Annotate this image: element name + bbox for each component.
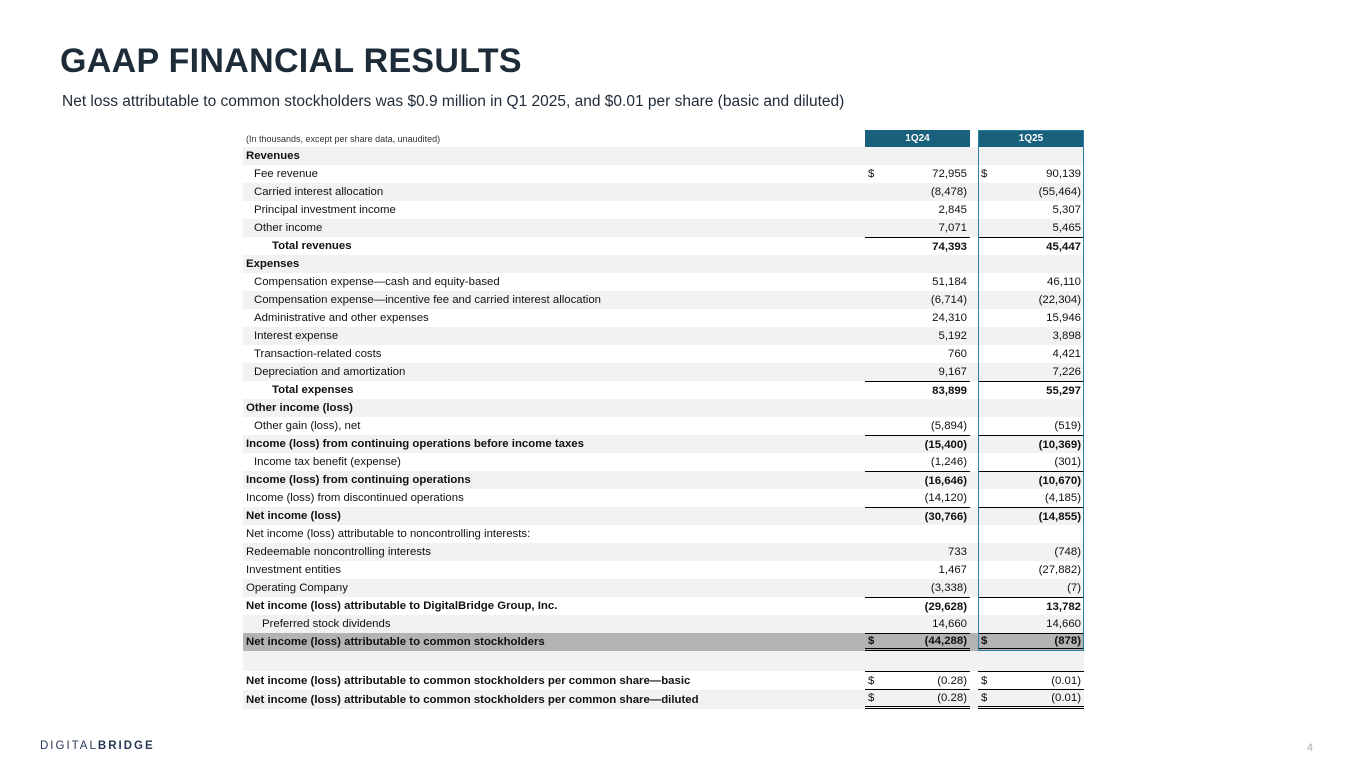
value-1q24 xyxy=(865,633,970,651)
value-number: 3,898 xyxy=(1052,330,1081,342)
column-header-1q24: 1Q24 xyxy=(865,130,970,147)
value-1q25 xyxy=(978,561,1084,579)
value-1q25 xyxy=(978,147,1084,165)
value-number: 7,226 xyxy=(1052,366,1081,378)
value-1q24 xyxy=(865,291,970,309)
row-label: Fee revenue xyxy=(254,168,318,180)
value-number: (16,646) xyxy=(924,474,967,487)
row-label: Transaction-related costs xyxy=(254,348,382,360)
column-gap xyxy=(970,291,978,309)
logo-bridge-text: BRIDGE xyxy=(97,740,155,752)
table-body xyxy=(243,147,1084,709)
value-1q24 xyxy=(865,309,970,327)
row-label: Depreciation and amortization xyxy=(254,366,406,378)
value-number: 83,899 xyxy=(932,384,967,397)
table-row xyxy=(243,291,1084,309)
value-1q25 xyxy=(978,615,1084,633)
table-row xyxy=(243,489,1084,507)
value-1q25 xyxy=(978,183,1084,201)
table-row xyxy=(243,435,1084,453)
value-1q24 xyxy=(865,273,970,291)
column-gap xyxy=(970,615,978,633)
table-note: (In thousands, except per share data, unaudited) xyxy=(246,133,441,144)
value-number: (22,304) xyxy=(1038,294,1081,306)
table-row xyxy=(243,507,1084,525)
column-gap xyxy=(970,165,978,183)
value-1q25 xyxy=(978,417,1084,435)
value-number: (55,464) xyxy=(1038,186,1081,198)
value-1q24 xyxy=(865,489,970,507)
row-label: Net income (loss) attributable to common stockholders per common share—diluted xyxy=(246,693,699,706)
column-gap xyxy=(970,130,978,147)
column-gap xyxy=(970,690,978,709)
row-label: Other gain (loss), net xyxy=(254,420,361,432)
row-label: Total revenues xyxy=(272,240,352,252)
column-header-1q25: 1Q25 xyxy=(978,130,1084,147)
value-number: 55,297 xyxy=(1046,384,1081,397)
value-1q24 xyxy=(865,417,970,435)
value-1q24 xyxy=(865,399,970,417)
value-number: 14,660 xyxy=(932,618,967,630)
dollar-sign: $ xyxy=(868,168,875,180)
value-1q24 xyxy=(865,615,970,633)
value-1q24 xyxy=(865,183,970,201)
value-number: 72,955 xyxy=(932,168,967,180)
value-number: (15,400) xyxy=(924,438,967,451)
table-row xyxy=(243,453,1084,471)
row-label: Compensation expense—cash and equity-based xyxy=(254,276,500,288)
column-gap xyxy=(970,453,978,471)
value-number: 45,447 xyxy=(1046,240,1081,253)
table-row xyxy=(243,309,1084,327)
value-1q24 xyxy=(865,435,970,453)
value-1q25 xyxy=(978,201,1084,219)
value-number: (10,369) xyxy=(1038,438,1081,451)
value-1q24 xyxy=(865,363,970,381)
value-number: (748) xyxy=(1054,546,1081,558)
value-number: (30,766) xyxy=(924,510,967,523)
row-label: Compensation expense—incentive fee and carried interest allocation xyxy=(254,294,601,306)
value-1q25 xyxy=(978,525,1084,543)
value-1q24 xyxy=(865,597,970,615)
row-label: Net income (loss) attributable to noncontrolling interests: xyxy=(246,528,531,540)
value-1q25 xyxy=(978,597,1084,615)
value-number: (0.01) xyxy=(1051,692,1081,704)
value-number: 7,071 xyxy=(938,222,967,234)
table-row xyxy=(243,219,1084,237)
value-number: (1,246) xyxy=(930,456,967,468)
logo-digital-text: DIGITAL xyxy=(40,740,98,752)
value-number: (878) xyxy=(1054,635,1081,647)
table-row xyxy=(243,633,1084,651)
value-number: (6,714) xyxy=(930,294,967,306)
column-gap xyxy=(970,671,978,690)
table-row xyxy=(243,561,1084,579)
column-gap xyxy=(970,633,978,651)
value-number: 733 xyxy=(947,546,967,558)
row-label: Interest expense xyxy=(254,330,339,342)
value-number: (0.28) xyxy=(937,692,967,704)
value-1q25 xyxy=(978,345,1084,363)
value-1q25 xyxy=(978,309,1084,327)
table-row xyxy=(243,417,1084,435)
value-1q25 xyxy=(978,579,1084,597)
value-1q24 xyxy=(865,381,970,399)
value-number: (10,670) xyxy=(1038,474,1081,487)
value-number: 4,421 xyxy=(1052,348,1081,360)
column-gap xyxy=(970,381,978,399)
dollar-sign: $ xyxy=(868,692,875,704)
value-number: (301) xyxy=(1054,456,1081,468)
table-row xyxy=(243,237,1084,255)
table-row xyxy=(243,201,1084,219)
row-label: Administrative and other expenses xyxy=(254,312,429,324)
value-number: 24,310 xyxy=(932,312,967,324)
value-1q24 xyxy=(865,471,970,489)
value-1q24 xyxy=(865,690,970,709)
value-number: 760 xyxy=(947,348,967,360)
dollar-sign: $ xyxy=(981,692,988,704)
table-row xyxy=(243,327,1084,345)
column-gap xyxy=(970,399,978,417)
dollar-sign: $ xyxy=(981,168,988,180)
value-number: 1,467 xyxy=(938,564,967,576)
value-1q24 xyxy=(865,579,970,597)
value-1q25 xyxy=(978,381,1084,399)
table-header-row xyxy=(243,130,1084,147)
value-number: (519) xyxy=(1054,420,1081,432)
value-1q25 xyxy=(978,633,1084,651)
subtitle: Net loss attributable to common stockholders was $0.9 million in Q1 2025, and $0.01 per share (basic and diluted) xyxy=(62,93,845,110)
table-row xyxy=(243,525,1084,543)
row-label: Net income (loss) attributable to common stockholders xyxy=(246,636,545,648)
column-gap xyxy=(970,309,978,327)
table-row xyxy=(243,147,1084,165)
column-gap xyxy=(970,201,978,219)
row-label: Principal investment income xyxy=(254,204,396,216)
value-number: (14,855) xyxy=(1038,510,1081,523)
column-gap xyxy=(970,471,978,489)
value-1q24 xyxy=(865,543,970,561)
value-1q25 xyxy=(978,489,1084,507)
column-gap xyxy=(970,345,978,363)
column-gap xyxy=(970,435,978,453)
dollar-sign: $ xyxy=(981,635,988,647)
value-number: 46,110 xyxy=(1047,276,1081,288)
table-row xyxy=(243,345,1084,363)
value-1q25 xyxy=(978,507,1084,525)
value-1q25 xyxy=(978,435,1084,453)
column-gap xyxy=(970,525,978,543)
value-1q24 xyxy=(865,327,970,345)
value-number: (5,894) xyxy=(930,420,967,432)
value-number: (27,882) xyxy=(1038,564,1081,576)
value-number: 14,660 xyxy=(1046,618,1081,630)
value-1q24 xyxy=(865,525,970,543)
value-1q25 xyxy=(978,237,1084,255)
value-number: 74,393 xyxy=(932,240,967,253)
value-1q25 xyxy=(978,165,1084,183)
row-label: Expenses xyxy=(246,258,300,270)
row-label: Revenues xyxy=(246,150,300,162)
column-gap xyxy=(970,561,978,579)
row-label: Other income xyxy=(254,222,323,234)
value-number: (29,628) xyxy=(924,600,967,613)
value-number: (0.01) xyxy=(1051,674,1081,687)
value-number: 13,782 xyxy=(1046,600,1081,613)
value-number: 2,845 xyxy=(938,204,967,216)
column-gap xyxy=(970,597,978,615)
value-1q24 xyxy=(865,219,970,237)
table-row xyxy=(243,255,1084,273)
value-1q25 xyxy=(978,363,1084,381)
value-1q25 xyxy=(978,690,1084,709)
value-number: 5,465 xyxy=(1052,222,1081,234)
column-gap xyxy=(970,417,978,435)
value-number: 90,139 xyxy=(1046,168,1081,180)
column-gap xyxy=(970,543,978,561)
column-gap xyxy=(970,579,978,597)
table-row xyxy=(243,579,1084,597)
digitalbridge-logo xyxy=(40,740,155,752)
table-row xyxy=(243,165,1084,183)
row-label: Income (loss) from discontinued operations xyxy=(246,492,464,504)
table-row xyxy=(243,381,1084,399)
column-gap xyxy=(970,273,978,291)
value-1q24 xyxy=(865,201,970,219)
value-1q24 xyxy=(865,507,970,525)
table-row xyxy=(243,543,1084,561)
value-1q25 xyxy=(978,399,1084,417)
dollar-sign: $ xyxy=(868,674,875,687)
value-number: (0.28) xyxy=(937,674,967,687)
column-gap xyxy=(970,183,978,201)
value-1q25 xyxy=(978,543,1084,561)
value-number: (8,478) xyxy=(930,186,967,198)
value-number: (44,288) xyxy=(924,635,967,647)
column-gap xyxy=(970,507,978,525)
page-title: GAAP FINANCIAL RESULTS xyxy=(60,42,522,80)
value-1q24 xyxy=(865,255,970,273)
row-label: Net income (loss) attributable to DigitalBridge Group, Inc. xyxy=(246,600,558,612)
financial-results-table xyxy=(243,130,1084,709)
value-1q24 xyxy=(865,453,970,471)
table-row xyxy=(243,690,1084,709)
value-number: (3,338) xyxy=(930,582,967,594)
dollar-sign: $ xyxy=(868,635,875,647)
dollar-sign: $ xyxy=(981,674,988,687)
value-1q25 xyxy=(978,327,1084,345)
value-number: 5,192 xyxy=(938,330,967,342)
row-label: Income (loss) from continuing operations xyxy=(246,474,471,486)
row-label: Carried interest allocation xyxy=(254,186,384,198)
value-1q25 xyxy=(978,255,1084,273)
column-gap xyxy=(970,147,978,165)
column-gap xyxy=(970,255,978,273)
row-label: Net income (loss) xyxy=(246,510,341,522)
table-row xyxy=(243,597,1084,615)
value-1q25 xyxy=(978,471,1084,489)
value-1q25 xyxy=(978,671,1084,690)
value-1q24 xyxy=(865,147,970,165)
value-1q25 xyxy=(978,291,1084,309)
row-label: Income tax benefit (expense) xyxy=(254,456,401,468)
table-row xyxy=(243,183,1084,201)
column-gap xyxy=(970,219,978,237)
value-1q25 xyxy=(978,453,1084,471)
value-1q24 xyxy=(865,671,970,690)
table-row xyxy=(243,471,1084,489)
table-row xyxy=(243,363,1084,381)
value-number: (7) xyxy=(1067,582,1081,594)
row-label: Total expenses xyxy=(272,384,354,396)
value-number: 9,167 xyxy=(938,366,967,378)
row-label: Operating Company xyxy=(246,582,348,594)
value-1q24 xyxy=(865,345,970,363)
value-number: (14,120) xyxy=(924,492,967,504)
row-label: Investment entities xyxy=(246,564,341,576)
value-number: 51,184 xyxy=(932,276,967,288)
value-1q25 xyxy=(978,219,1084,237)
table-row xyxy=(243,671,1084,690)
row-label: Redeemable noncontrolling interests xyxy=(246,546,431,558)
value-1q24 xyxy=(865,561,970,579)
row-label: Net income (loss) attributable to common stockholders per common share—basic xyxy=(246,674,691,687)
column-gap xyxy=(970,363,978,381)
column-gap xyxy=(970,237,978,255)
row-label: Income (loss) from continuing operations before income taxes xyxy=(246,438,584,450)
value-number: (4,185) xyxy=(1044,492,1081,504)
row-label: Preferred stock dividends xyxy=(262,618,391,630)
row-label: Other income (loss) xyxy=(246,402,353,414)
spacer-row xyxy=(243,651,1084,671)
value-number: 5,307 xyxy=(1052,204,1081,216)
column-gap xyxy=(970,489,978,507)
table-row xyxy=(243,399,1084,417)
column-gap xyxy=(970,327,978,345)
value-1q24 xyxy=(865,165,970,183)
table-row xyxy=(243,273,1084,291)
table-row xyxy=(243,615,1084,633)
value-number: 15,946 xyxy=(1046,312,1081,324)
value-1q24 xyxy=(865,237,970,255)
value-1q25 xyxy=(978,273,1084,291)
page-number: 4 xyxy=(1306,742,1313,754)
